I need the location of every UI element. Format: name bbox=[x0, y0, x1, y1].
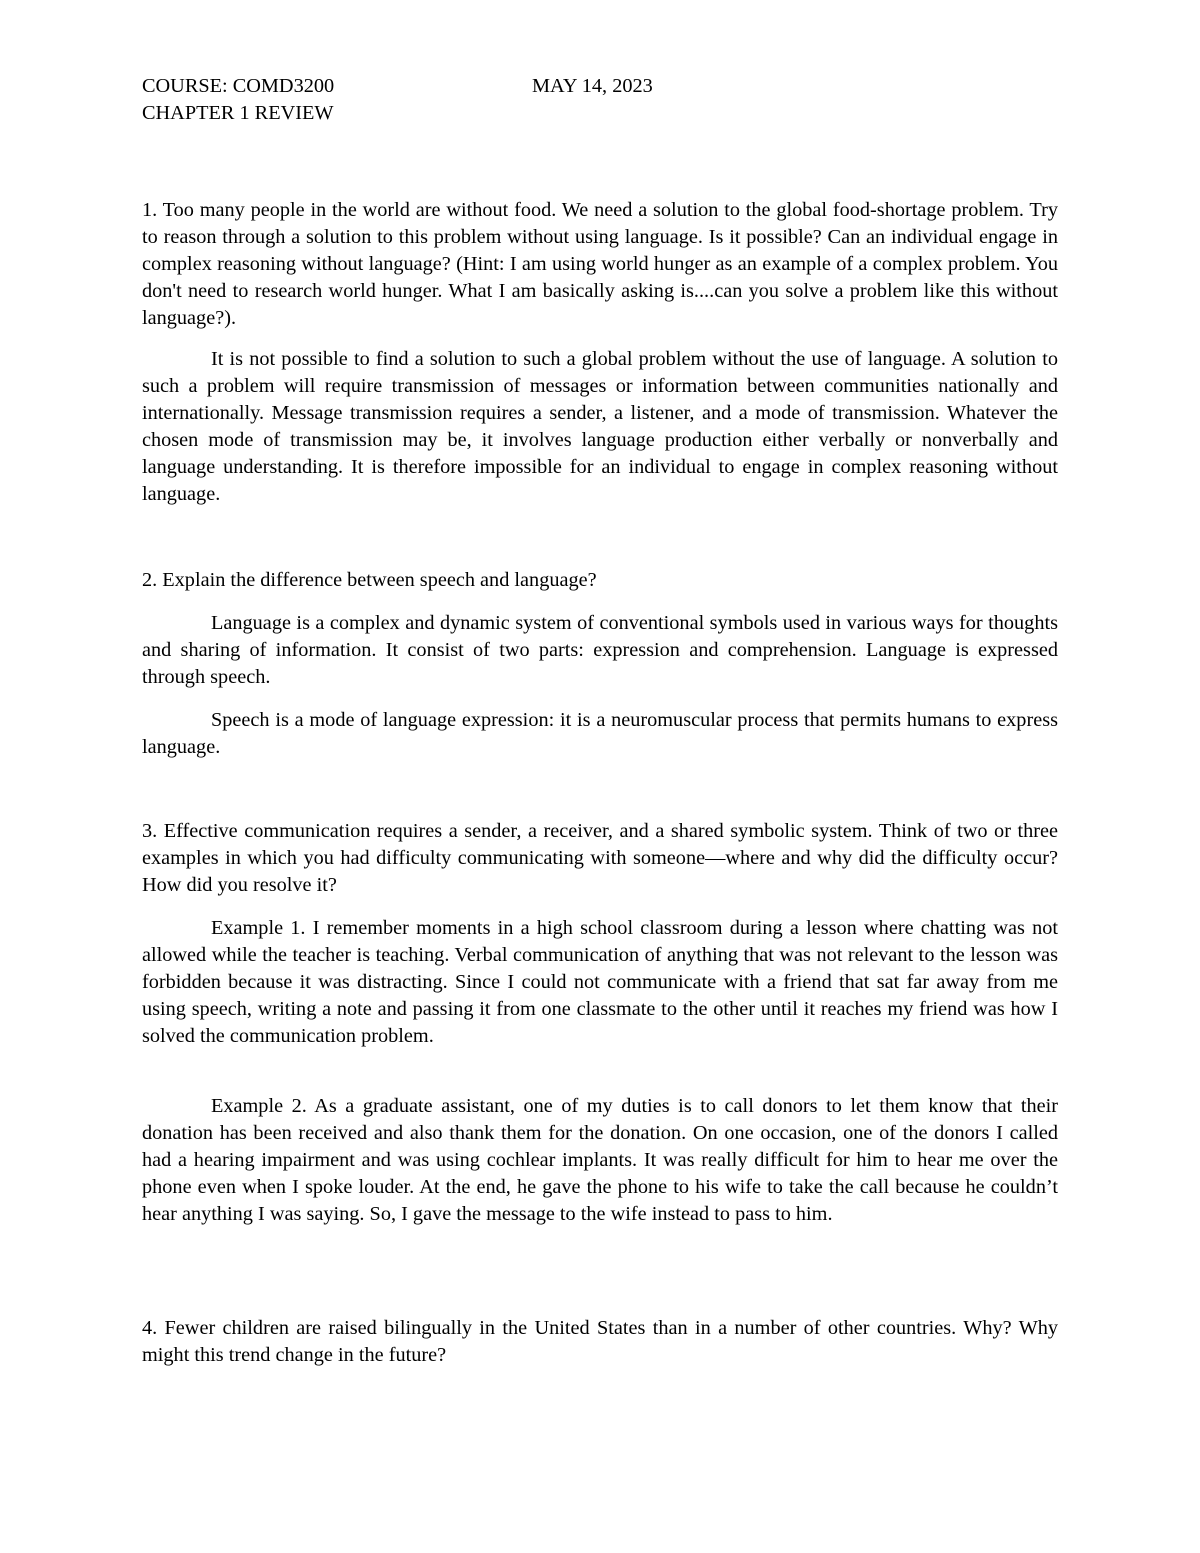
question-1: 1. Too many people in the world are without food. We need a solution to the global food-shortage problem. Try to reason through a solution to this problem without using language. Is it possible? Can an individual engage in complex reasoning without language? (Hint: I am using world hunger as an example of a complex problem. You don't need to research world hunger. What I am basically asking is....can you solve a problem like this without language?). bbox=[142, 199, 1058, 329]
document-date: MAY 14, 2023 bbox=[532, 75, 653, 97]
chapter-title: CHAPTER 1 REVIEW bbox=[142, 102, 334, 124]
document-page bbox=[142, 73, 1058, 1366]
answer-2-language: Language is a complex and dynamic system of conventional symbols used in various ways for thoughts and sharing of information. It consist of two parts: expression and comprehension. Language is expressed through speech. bbox=[142, 612, 1058, 688]
answer-3-example-2: Example 2. As a graduate assistant, one of my duties is to call donors to let them know that their donation has been received and also thank them for the donation. On one occasion, one of the donors I called had a hearing impairment and was using cochlear implants. It was really difficult for him to hear me over the phone even when I spoke louder. At the end, he gave the phone to his wife to take the call because he couldn’t hear anything I was saying. So, I gave the message to the wife instead to pass to him. bbox=[142, 1095, 1058, 1225]
question-2: 2. Explain the difference between speech and language? bbox=[142, 569, 597, 591]
answer-2-speech: Speech is a mode of language expression: it is a neuromuscular process that permits humans to express language. bbox=[142, 709, 1058, 758]
course-code: COURSE: COMD3200 bbox=[142, 75, 335, 97]
question-3: 3. Effective communication requires a sender, a receiver, and a shared symbolic system. Think of two or three examples in which you had difficulty communicating with someone—where and why did the difficulty occur? How did you resolve it? bbox=[142, 820, 1058, 896]
question-4: 4. Fewer children are raised bilingually in the United States than in a number of other countries. Why? Why might this trend change in the future? bbox=[142, 1317, 1058, 1366]
answer-1: It is not possible to find a solution to such a global problem without the use of language. A solution to such a problem will require transmission of messages or information between communities nationally and internationally. Message transmission requires a sender, a listener, and a mode of transmission. Whatever the chosen mode of transmission may be, it involves language production either verbally or nonverbally and language understanding. It is therefore impossible for an individual to engage in complex reasoning without language. bbox=[142, 348, 1058, 505]
answer-3-example-1: Example 1. I remember moments in a high school classroom during a lesson where chatting was not allowed while the teacher is teaching. Verbal communication of anything that was not relevant to the lesson was forbidden because it was distracting. Since I could not communicate with a friend that sat far away from me using speech, writing a note and passing it from one classmate to the other until it reaches my friend was how I solved the communication problem. bbox=[142, 917, 1058, 1047]
header-line-2 bbox=[142, 100, 1058, 127]
header-line-1 bbox=[142, 73, 1058, 100]
